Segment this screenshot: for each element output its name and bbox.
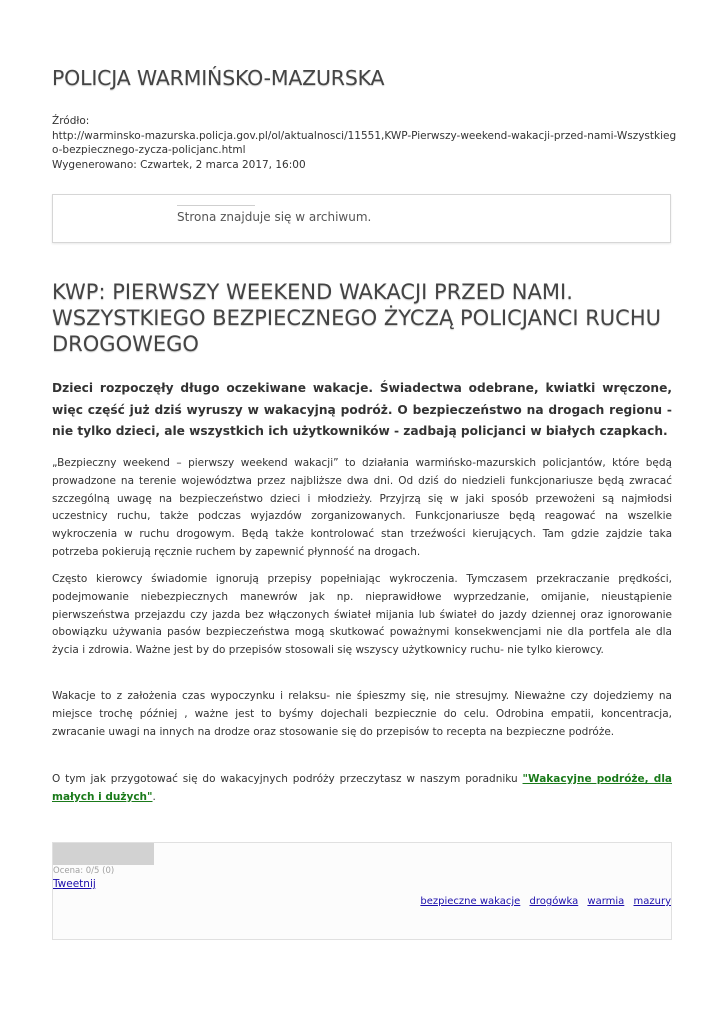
tag-link[interactable]: drogówka — [529, 896, 579, 907]
article-lead: Dzieci rozpoczęły długo oczekiwane wakacje. Świadectwa odebrane, kwiatki wręczone, więc część już dziś wyruszy w wakacyjną podróż. O bezpieczeństwo na drogach regionu - nie tylko dzieci, ale wszystkich ich użytkowników - zadbają policjanci w białych czapkach. — [52, 381, 672, 438]
guide-link[interactable]: "Wakacyjne podróże, dla małych i dużych" — [52, 773, 673, 803]
article-paragraph-3: Wakacje to z założenia czas wypoczynku i relaksu- nie śpieszmy się, nie stresujmy. Nieważne czy dojedziemy na miejsce trochę później , ważne jest to byśmy dojechali bezpiecznie do celu. Odrobina empatii, koncentracja, zwracanie uwagi na innych na drodze oraz stosowanie się do przepisów to recepta na bezpieczne podróże. — [52, 690, 672, 738]
archive-notice-box — [52, 194, 671, 243]
tag-link[interactable]: warmia — [587, 896, 625, 907]
paragraph-4-suffix: . — [152, 790, 156, 803]
rating-stars[interactable] — [53, 843, 154, 865]
article-footer — [52, 842, 672, 940]
tweet-link[interactable]: Tweetnij — [53, 878, 96, 890]
site-title: POLICJA WARMIŃSKO-MAZURSKA — [52, 66, 385, 90]
paragraph-4-text: O tym jak przygotować się do wakacyjnych podróży przeczytasz w naszym poradniku — [52, 773, 523, 785]
source-meta — [52, 114, 677, 172]
article-paragraph-1: „Bezpieczny weekend – pierwszy weekend wakacji” to działania warmińsko-mazurskich policjantów, które będą prowadzone na terenie województwa przez najbliższe dwa dni. Od dziś do niedzieli funkcjonariusze będą zwracać szczególną uwagę na bezpieczeństwo dzieci i młodzieży. Przyjrzą się w jaki sposób przewożeni są najmłodsi uczestnicy ruchu, także podczas wyjazdów zorganizowanych. Funkcjonariusze będą reagować na wszelkie wykroczenia w ruchu drogowym. Będą także kontrolować stan trzeźwości kierujących. Tam gdzie zajdzie taka potrzeba pokierują ręcznie ruchem by zapewnić płynność na drogach. — [52, 457, 672, 558]
generated-date: Wygenerowano: Czwartek, 2 marca 2017, 16:00 — [52, 158, 306, 171]
tag-link[interactable]: mazury — [633, 896, 671, 907]
archive-divider — [177, 205, 255, 206]
source-url: http://warminsko-mazurska.policja.gov.pl/ol/aktualnosci/11551,KWP-Pierwszy-weekend-wakacji-przed-nami-Wszystkiego-bezpiecznego-zycza-policjanc.html — [52, 129, 677, 157]
source-label: Źródło: — [52, 115, 90, 127]
article-paragraph-4 — [52, 771, 672, 807]
archive-notice: Strona znajduje się w archiwum. — [177, 210, 372, 224]
article-title: KWP: PIERWSZY WEEKEND WAKACJI PRZED NAMI. WSZYSTKIEGO BEZPIECZNEGO ŻYCZĄ POLICJANCI RUCHU DROGOWEGO — [52, 280, 661, 356]
article-paragraph-2: Często kierowcy świadomie ignorują przepisy popełniając wykroczenia. Tymczasem przekraczanie prędkości, podejmowanie niebezpiecznych manewrów jak np. nieprawidłowe wyprzedzanie, omijanie, nieustąpienie pierwszeństwa przejazdu czy jazda bez włączonych świateł mijania lub świateł do jazdy dziennej oraz ignorowanie obowiązku używania pasów bezpieczeństwa mogą skutkować poważnymi konsekwencjami nie dla portfela ale dla życia i zdrowia. Ważne jest by do przepisów stosowali się wszyscy użytkownicy ruchu- nie tylko kierowcy. — [52, 573, 672, 657]
tag-link[interactable]: bezpieczne wakacje — [420, 896, 521, 907]
tag-list — [414, 896, 671, 907]
rating-text: Ocena: 0/5 (0) — [53, 866, 115, 876]
